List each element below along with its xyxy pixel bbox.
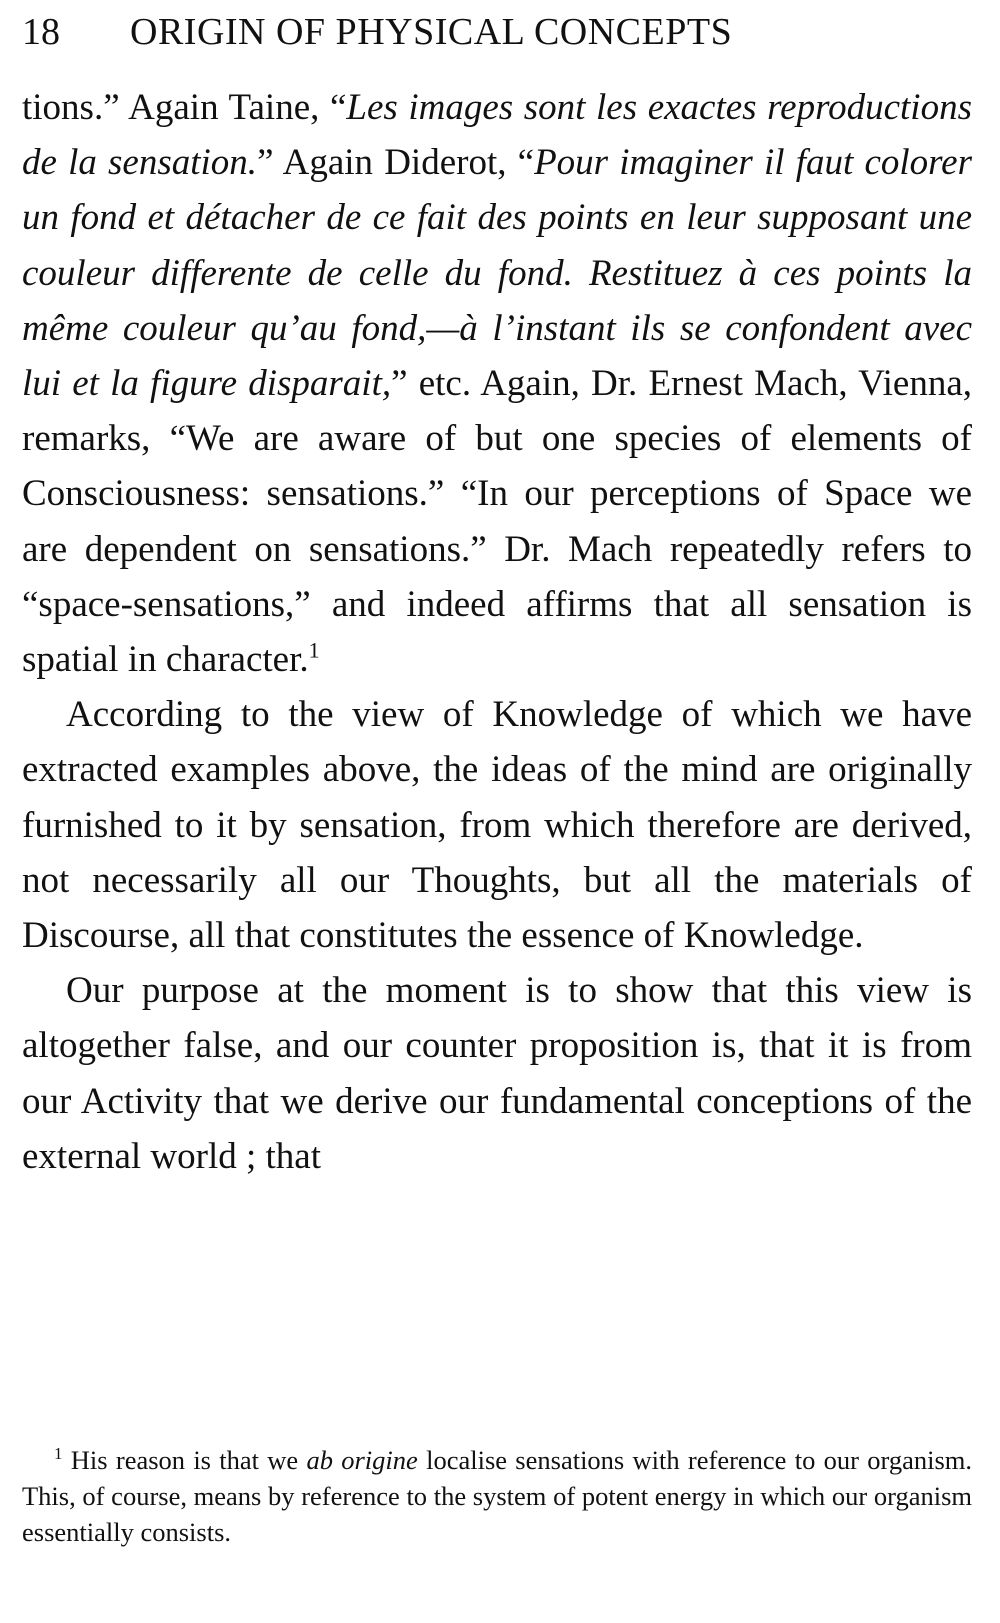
running-head	[22, 6, 977, 58]
footnote-text-a: His reason is that we	[70, 1445, 307, 1475]
paragraph-3: Our purpose at the moment is to show that this view is altogether false, and our counter proposition is, that it is from our Activity that we derive our fundamental conceptions of the external world ; that	[22, 970, 972, 1177]
paragraph-2: According to the view of Knowledge of which we have extracted examples above, the ideas of the mind are originally furnished to it by sensation, from which therefore are derived, not necessarily all our Thoughts, but all the materials of Discourse, all that constitutes the essence of Knowledge.	[22, 694, 972, 957]
paragraph-1-text-e: ” etc. Again, Dr. Ernest Mach, Vienna, remarks, “We are aware of but one species of elements of Consciousness: sensations.” “In our perceptions of Space we are dependent on sensations.” Dr. Mach repeatedly refers to “space-sensations,” and indeed affirms that all sensation is spatial in character.	[22, 363, 973, 681]
footnotes	[22, 1442, 972, 1550]
footnote-1	[22, 1442, 972, 1550]
footnote-italic-phrase: ab origine	[306, 1445, 418, 1475]
footnote-text-c: localise sensations with reference to our organism. This, of course, means by reference to the system of potent energy in which our organism essentially consists.	[22, 1445, 972, 1547]
paragraph-1-text-a: tions.” Again Taine, “	[22, 87, 347, 128]
page-number: 18	[22, 11, 60, 53]
footnote-reference: 1	[308, 637, 320, 663]
diderot-quotation: Pour imaginer il faut colorer un fond et détacher de ce fait des points en leur supposant une couleur differente de celle du fond. Restituez à ces points la même couleur qu’au fond,—à l’instant ils se confondent avec lui et la figure disparait,	[22, 142, 972, 405]
paragraph-1-text-c: ” Again Diderot, “	[257, 142, 535, 184]
body-text	[22, 80, 972, 1184]
paragraph-1	[22, 80, 972, 687]
running-title: ORIGIN OF PHYSICAL CONCEPTS	[130, 11, 733, 53]
footnote-mark: 1	[54, 1444, 63, 1464]
book-page	[22, 0, 977, 1623]
taine-quotation: Les images sont les exactes reproductions de la sensation.	[22, 87, 972, 184]
